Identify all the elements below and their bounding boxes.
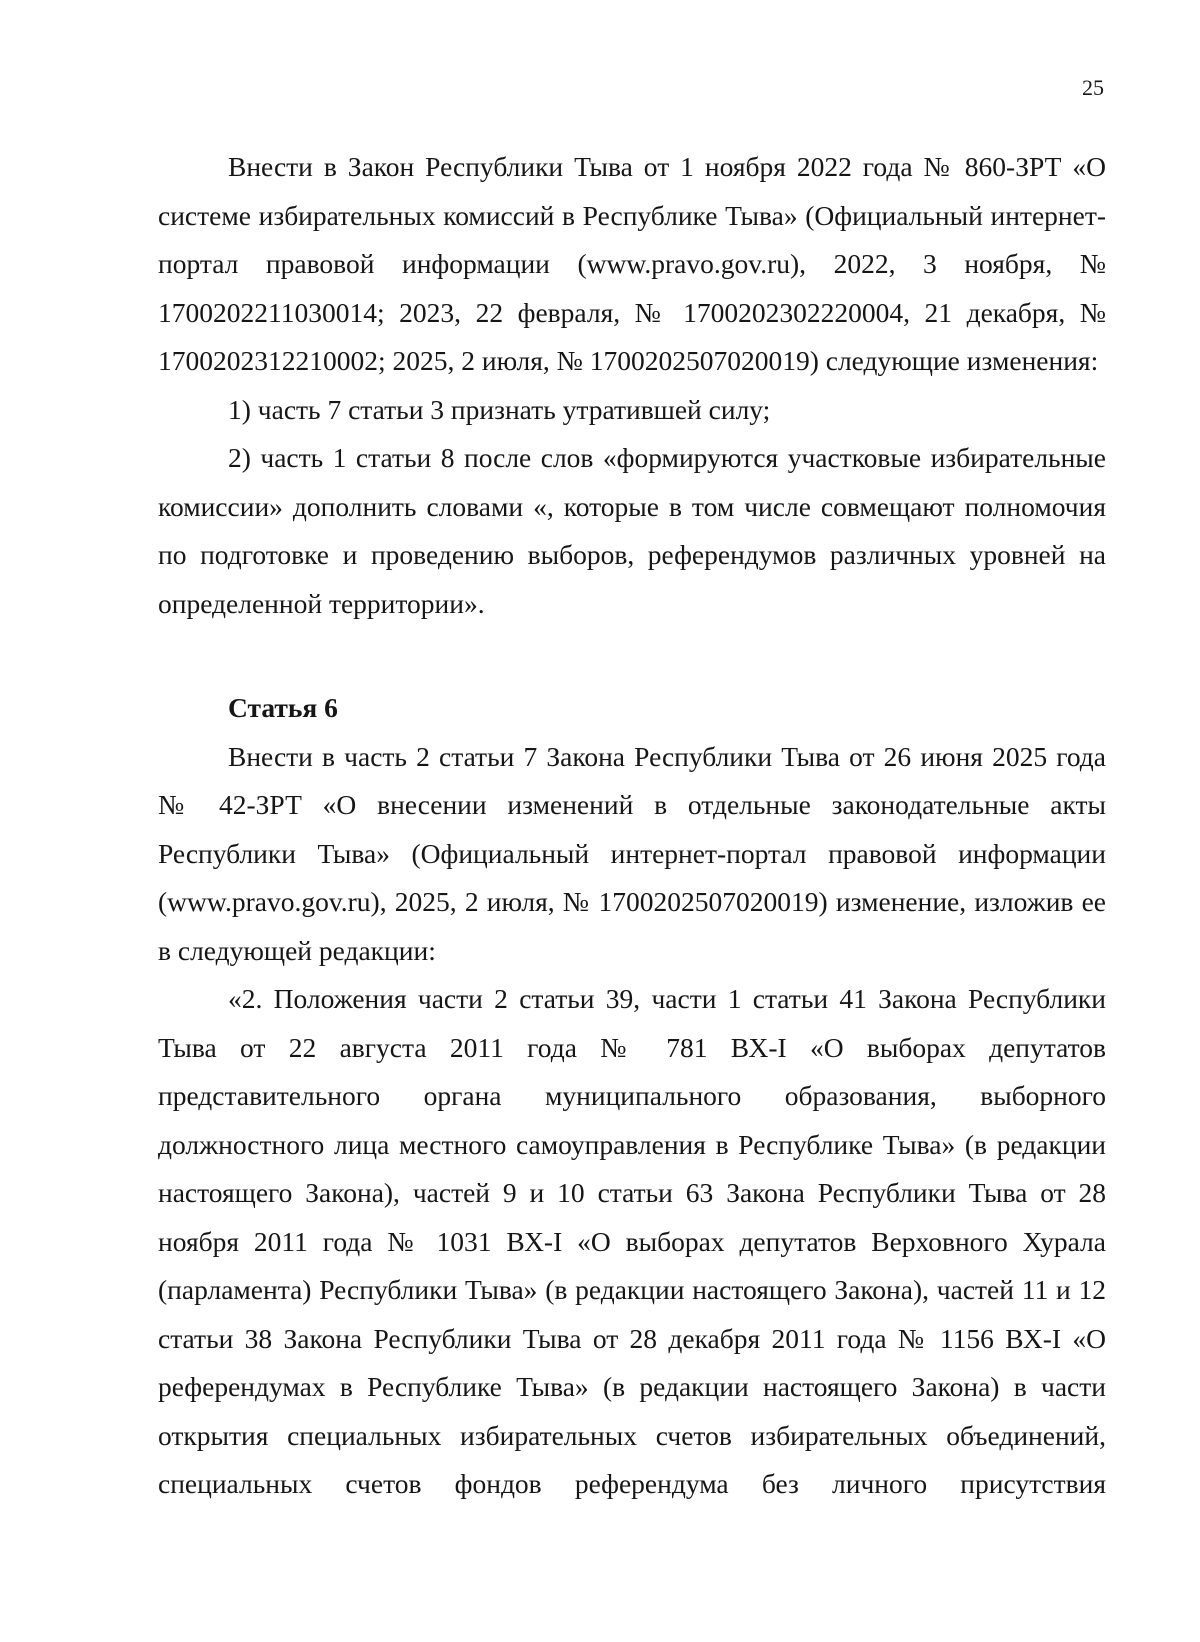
paragraph-amendment-intro: Внести в Закон Республики Тыва от 1 ноября 2022 года № 860-ЗРТ «О системе избирательных комиссий в Республике Тыва» (Официальный интернет-портал правовой информации (www.pravo.gov.ru), 2022, 3 ноября, № 1700202211030014; 2023, 22 февраля, № 1700202302220004, 21 декабря, № 1700202312210002; 2025, 2 июля, № 1700202507020019) следующие изменения: <box>158 151 1106 376</box>
paragraph-article-6-quote: «2. Положения части 2 статьи 39, части 1 статьи 41 Закона Республики Тыва от 22 августа 2011 года № 781 ВХ-I «О выборах депутатов представительного органа муниципального образования, выборного должностного лица местного самоуправления в Республике Тыва» (в редакции настоящего Закона), частей 9 и 10 статьи 63 Закона Республики Тыва от 28 ноября 2011 года № 1031 ВХ-I «О выборах депутатов Верховного Хурала (парламента) Республики Тыва» (в редакции настоящего Закона), частей 11 и 12 статьи 38 Закона Республики Тыва от 28 декабря 2011 года № 1156 ВХ-I «О референдумах в Республике Тыва» (в редакции настоящего Закона) в части открытия специальных избирательных счетов избирательных объединений, специальных счетов фондов референдума без личного присутствия <box>158 983 1106 1499</box>
paragraph-article-6-intro: Внести в часть 2 статьи 7 Закона Республики Тыва от 26 июня 2025 года № 42-ЗРТ «О внесении изменений в отдельные законодательные акты Республики Тыва» (Официальный интернет-портал правовой информации (www.pravo.gov.ru), 2025, 2 июля, № 1700202507020019) изменение, изложив ее в следующей редакции: <box>158 740 1106 966</box>
article-heading: Статья 6 <box>228 692 338 723</box>
paragraph-amendment-item-2: 2) часть 1 статьи 8 после слов «формируются участковые избирательные комиссии» дополнить словами «, которые в том числе совмещают полномочия по подготовке и проведению выборов, референдумов различных уровней на определенной территории». <box>158 442 1106 619</box>
page-number: 25 <box>1082 75 1104 100</box>
document-body <box>158 143 1106 1509</box>
paragraph-amendment-item-1: 1) часть 7 статьи 3 признать утратившей силу; <box>228 393 771 425</box>
